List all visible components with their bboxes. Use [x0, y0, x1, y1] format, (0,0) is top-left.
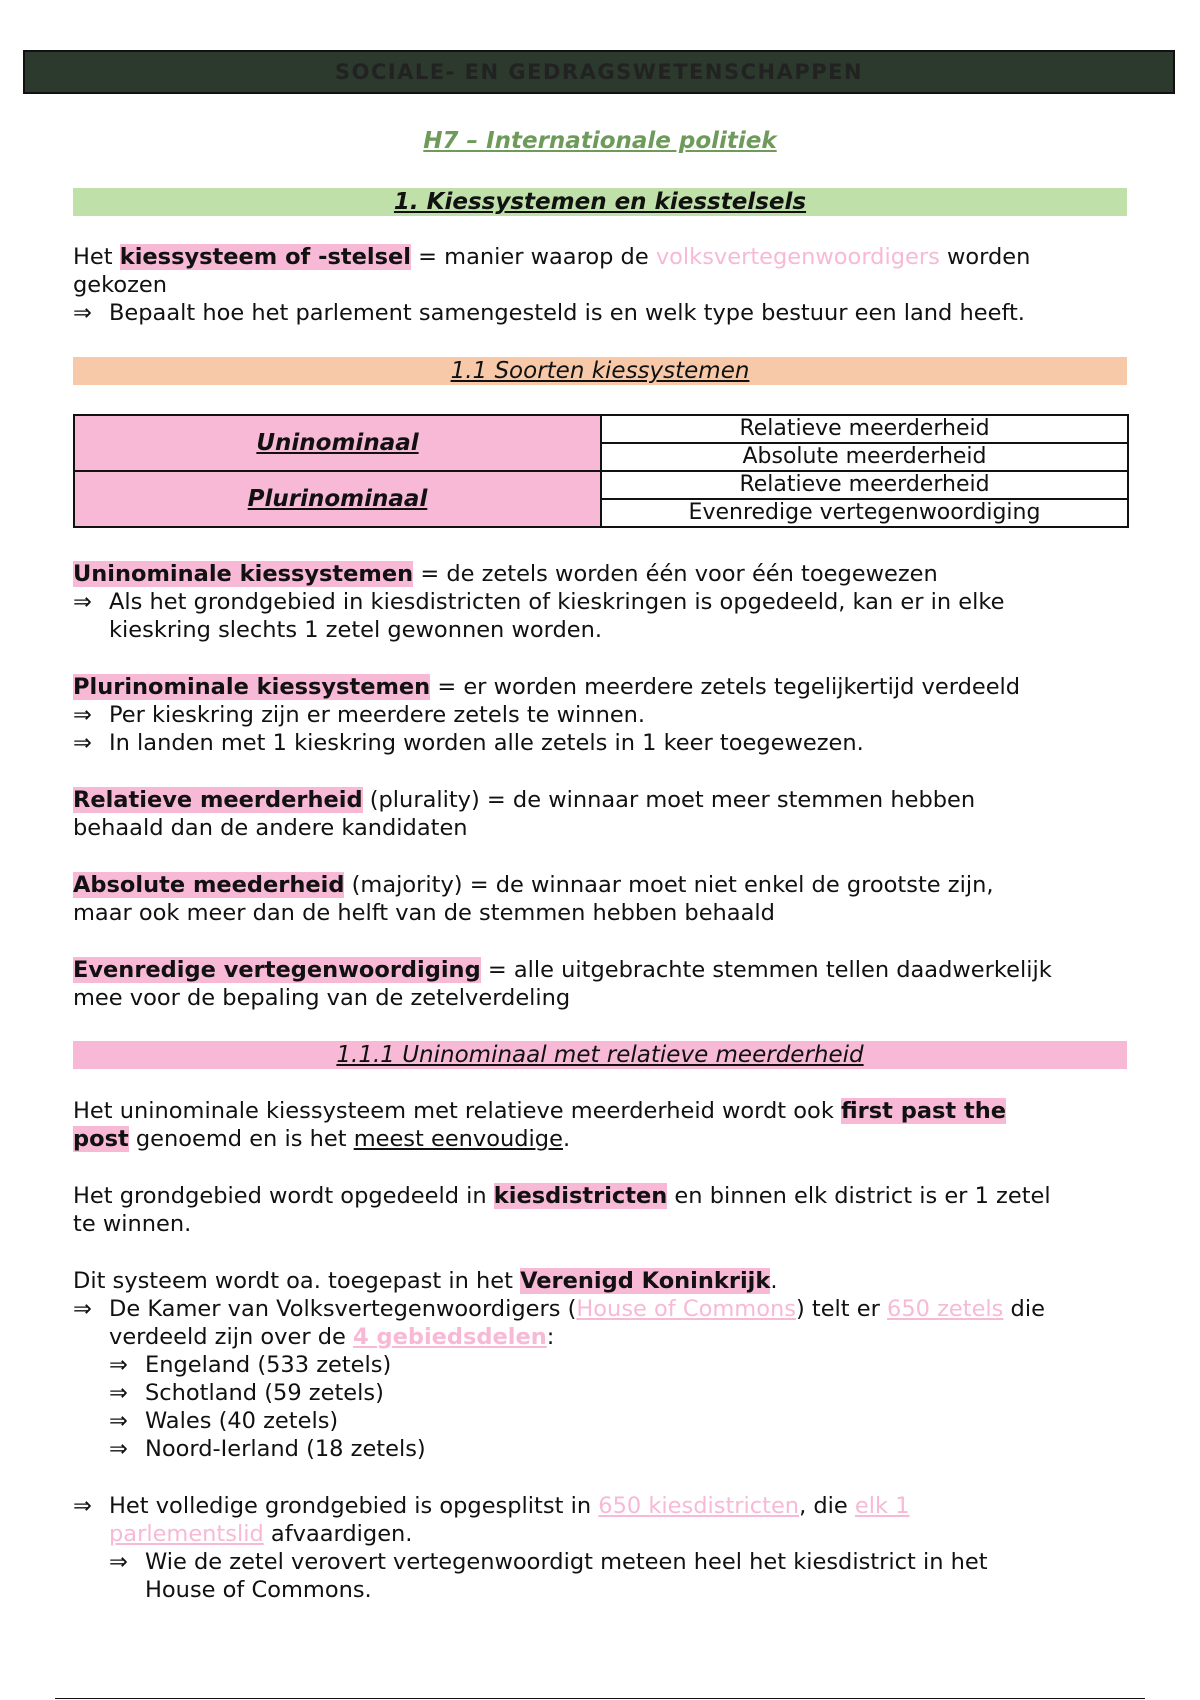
cell-pluri-row-1: Relatieve meerderheid	[601, 471, 1128, 499]
definition-relatief-cont: behaald dan de andere kandidaten	[73, 815, 468, 841]
paragraph-fptp: Het uninominale kiessysteem met relatieve meerderheid wordt ook first past the	[73, 1098, 1007, 1124]
term-first-past-the-post: first past the	[841, 1098, 1007, 1124]
section-1-1-title: 1.1 Soorten kiessystemen	[450, 358, 750, 384]
bullet-parlement: ⇒ Bepaalt hoe het parlement samengesteld is en welk type bestuur een land heeft.	[73, 300, 1025, 326]
cell-uninominaal: Uninominaal	[74, 415, 601, 471]
cell-pluri-row-2: Evenredige vertegenwoordiging	[601, 499, 1128, 527]
arrow-icon: ⇒	[73, 300, 92, 326]
underlined-meest-eenvoudige: meest eenvoudige	[353, 1126, 563, 1152]
region-item: ⇒ Wales (40 zetels)	[109, 1408, 339, 1434]
bullet-kiesdistricten: ⇒ Het volledige grondgebied is opgesplitst in 650 kiesdistricten, die elk 1	[73, 1493, 910, 1519]
cell-uni-row-1: Relatieve meerderheid	[601, 415, 1128, 443]
header-banner-text: SOCIALE- EN GEDRAGSWETENSCHAPPEN	[334, 60, 864, 84]
bullet-uni-1-cont: kieskring slechts 1 zetel gewonnen worden.	[109, 617, 603, 643]
region-item: ⇒ Schotland (59 zetels)	[109, 1380, 384, 1406]
definition-relatief: Relatieve meerderheid (plurality) = de winnaar moet meer stemmen hebben	[73, 787, 976, 813]
definition-evenredig-cont: mee voor de bepaling van de zetelverdeling	[73, 985, 571, 1011]
section-1-1-heading	[73, 357, 1127, 385]
arrow-icon: ⇒	[109, 1408, 128, 1434]
arrow-icon: ⇒	[73, 589, 92, 615]
arrow-icon: ⇒	[109, 1549, 128, 1575]
chapter-title: H7 – Internationale politiek	[423, 128, 777, 154]
definition-kiessysteem: Het kiessysteem of -stelsel = manier waarop de volksvertegenwoordigers worden	[73, 244, 1031, 270]
term-evenredige-vertegenwoordiging: Evenredige vertegenwoordiging	[73, 957, 481, 983]
arrow-icon: ⇒	[109, 1352, 128, 1378]
pink-elk-1: elk 1	[854, 1493, 910, 1519]
region-item: ⇒ Noord-Ierland (18 zetels)	[109, 1436, 426, 1462]
footer-divider	[55, 1698, 1145, 1699]
bullet-house-of-commons: ⇒ De Kamer van Volksvertegenwoordigers (House of Commons) telt er 650 zetels die	[73, 1296, 1045, 1322]
term-kiessysteem: kiessysteem of -stelsel	[119, 244, 411, 270]
bullet-house-of-commons-cont: verdeeld zijn over de 4 gebiedsdelen:	[109, 1324, 555, 1350]
definition-absoluut: Absolute meederheid (majority) = de winnaar moet niet enkel de grootste zijn,	[73, 872, 994, 898]
pink-house-of-commons: House of Commons	[576, 1296, 796, 1322]
arrow-icon: ⇒	[73, 1493, 92, 1519]
sub-bullet-zetel-cont: House of Commons.	[145, 1577, 372, 1603]
definition-plurinominaal: Plurinominale kiessystemen = er worden meerdere zetels tegelijkertijd verdeeld	[73, 674, 1021, 700]
header-banner	[23, 50, 1175, 94]
kiessystemen-table	[73, 414, 1129, 528]
term-uninominaal: Uninominale kiessystemen	[73, 561, 414, 587]
paragraph-kiesdistricten-cont: te winnen.	[73, 1211, 192, 1237]
paragraph-vk: Dit systeem wordt oa. toegepast in het Verenigd Koninkrijk.	[73, 1268, 778, 1294]
pink-4-gebiedsdelen: 4 gebiedsdelen	[353, 1324, 547, 1350]
section-1-1-1-heading	[73, 1041, 1127, 1069]
arrow-icon: ⇒	[73, 730, 92, 756]
section-1-1-1-title: 1.1.1 Uninominaal met relatieve meerderheid	[336, 1042, 864, 1068]
table-row	[74, 415, 1128, 443]
term-verenigd-koninkrijk: Verenigd Koninkrijk	[520, 1268, 771, 1294]
cell-uni-row-2: Absolute meerderheid	[601, 443, 1128, 471]
bullet-pluri-1: ⇒ Per kieskring zijn er meerdere zetels te winnen.	[73, 702, 646, 728]
term-kiesdistricten: kiesdistricten	[493, 1183, 668, 1209]
arrow-icon: ⇒	[73, 1296, 92, 1322]
arrow-icon: ⇒	[109, 1436, 128, 1462]
term-post: post	[73, 1126, 129, 1152]
section-1-title: 1. Kiessystemen en kiesstelsels	[393, 189, 807, 215]
term-plurinominaal: Plurinominale kiessystemen	[73, 674, 431, 700]
table-row	[74, 471, 1128, 499]
bullet-pluri-2: ⇒ In landen met 1 kieskring worden alle zetels in 1 keer toegewezen.	[73, 730, 864, 756]
pink-650-zetels: 650 zetels	[887, 1296, 1004, 1322]
paragraph-kiesdistricten: Het grondgebied wordt opgedeeld in kiesdistricten en binnen elk district is er 1 zetel	[73, 1183, 1051, 1209]
pink-parlementslid: parlementslid	[109, 1521, 264, 1547]
sub-bullet-zetel: ⇒ Wie de zetel verovert vertegenwoordigt meteen heel het kiesdistrict in het	[109, 1549, 988, 1575]
pink-650-kiesdistricten: 650 kiesdistricten	[598, 1493, 800, 1519]
pink-volksvertegenwoordigers: volksvertegenwoordigers	[655, 244, 940, 270]
definition-uninominaal: Uninominale kiessystemen = de zetels worden één voor één toegewezen	[73, 561, 938, 587]
bullet-uni-1: ⇒ Als het grondgebied in kiesdistricten of kieskringen is opgedeeld, kan er in elke	[73, 589, 1005, 615]
term-relatieve-meerderheid: Relatieve meerderheid	[73, 787, 363, 813]
paragraph-fptp-cont: post genoemd en is het meest eenvoudige.	[73, 1126, 571, 1152]
cell-plurinominaal: Plurinominaal	[74, 471, 601, 527]
arrow-icon: ⇒	[73, 702, 92, 728]
definition-kiessysteem-cont: gekozen	[73, 272, 168, 298]
region-item: ⇒ Engeland (533 zetels)	[109, 1352, 392, 1378]
section-1-heading	[73, 188, 1127, 216]
arrow-icon: ⇒	[109, 1380, 128, 1406]
definition-absoluut-cont: maar ook meer dan de helft van de stemmen hebben behaald	[73, 900, 775, 926]
definition-evenredig: Evenredige vertegenwoordiging = alle uitgebrachte stemmen tellen daadwerkelijk	[73, 957, 1052, 983]
term-absolute-meerderheid: Absolute meederheid	[73, 872, 345, 898]
bullet-kiesdistricten-cont: parlementslid afvaardigen.	[109, 1521, 413, 1547]
